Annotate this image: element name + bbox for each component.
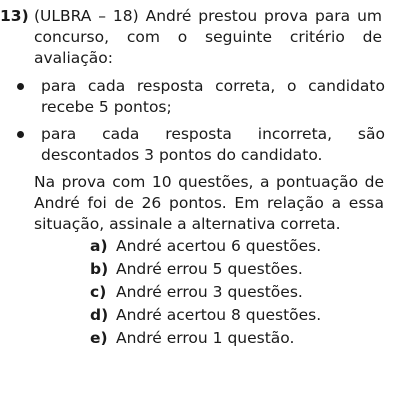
option-b[interactable] (90, 258, 321, 281)
option-d[interactable] (90, 304, 321, 327)
criteria-text: para cada resposta incorreta, são descontados 3 pontos do candidato. (41, 125, 385, 164)
scenario-text: Na prova com 10 questões, a pontuação de André foi de 26 pontos. Em relação a essa situação, assinale a alternativa correta. (34, 173, 384, 233)
option-letter: e) (90, 329, 108, 347)
criteria-list (0, 76, 385, 172)
bullet-icon (17, 83, 24, 90)
question-stem: (ULBRA – 18) André prestou prova para um concurso, com o seguinte critério de avaliação: (34, 7, 382, 67)
option-letter: a) (90, 237, 108, 255)
criteria-item (0, 124, 385, 166)
option-e[interactable] (90, 327, 321, 350)
question-number: 13) (0, 7, 29, 25)
option-text: André acertou 8 questões. (116, 306, 322, 324)
criteria-text: para cada resposta correta, o candidato recebe 5 pontos; (41, 77, 385, 116)
answer-options (90, 235, 321, 350)
criteria-item (0, 76, 385, 118)
option-letter: c) (90, 283, 107, 301)
option-text: André errou 3 questões. (116, 283, 303, 301)
option-text: André errou 1 questão. (116, 329, 295, 347)
option-letter: d) (90, 306, 109, 324)
option-c[interactable] (90, 281, 321, 304)
bullet-icon (17, 131, 24, 138)
option-text: André errou 5 questões. (116, 260, 303, 278)
option-a[interactable] (90, 235, 321, 258)
option-text: André acertou 6 questões. (116, 237, 322, 255)
option-letter: b) (90, 260, 109, 278)
